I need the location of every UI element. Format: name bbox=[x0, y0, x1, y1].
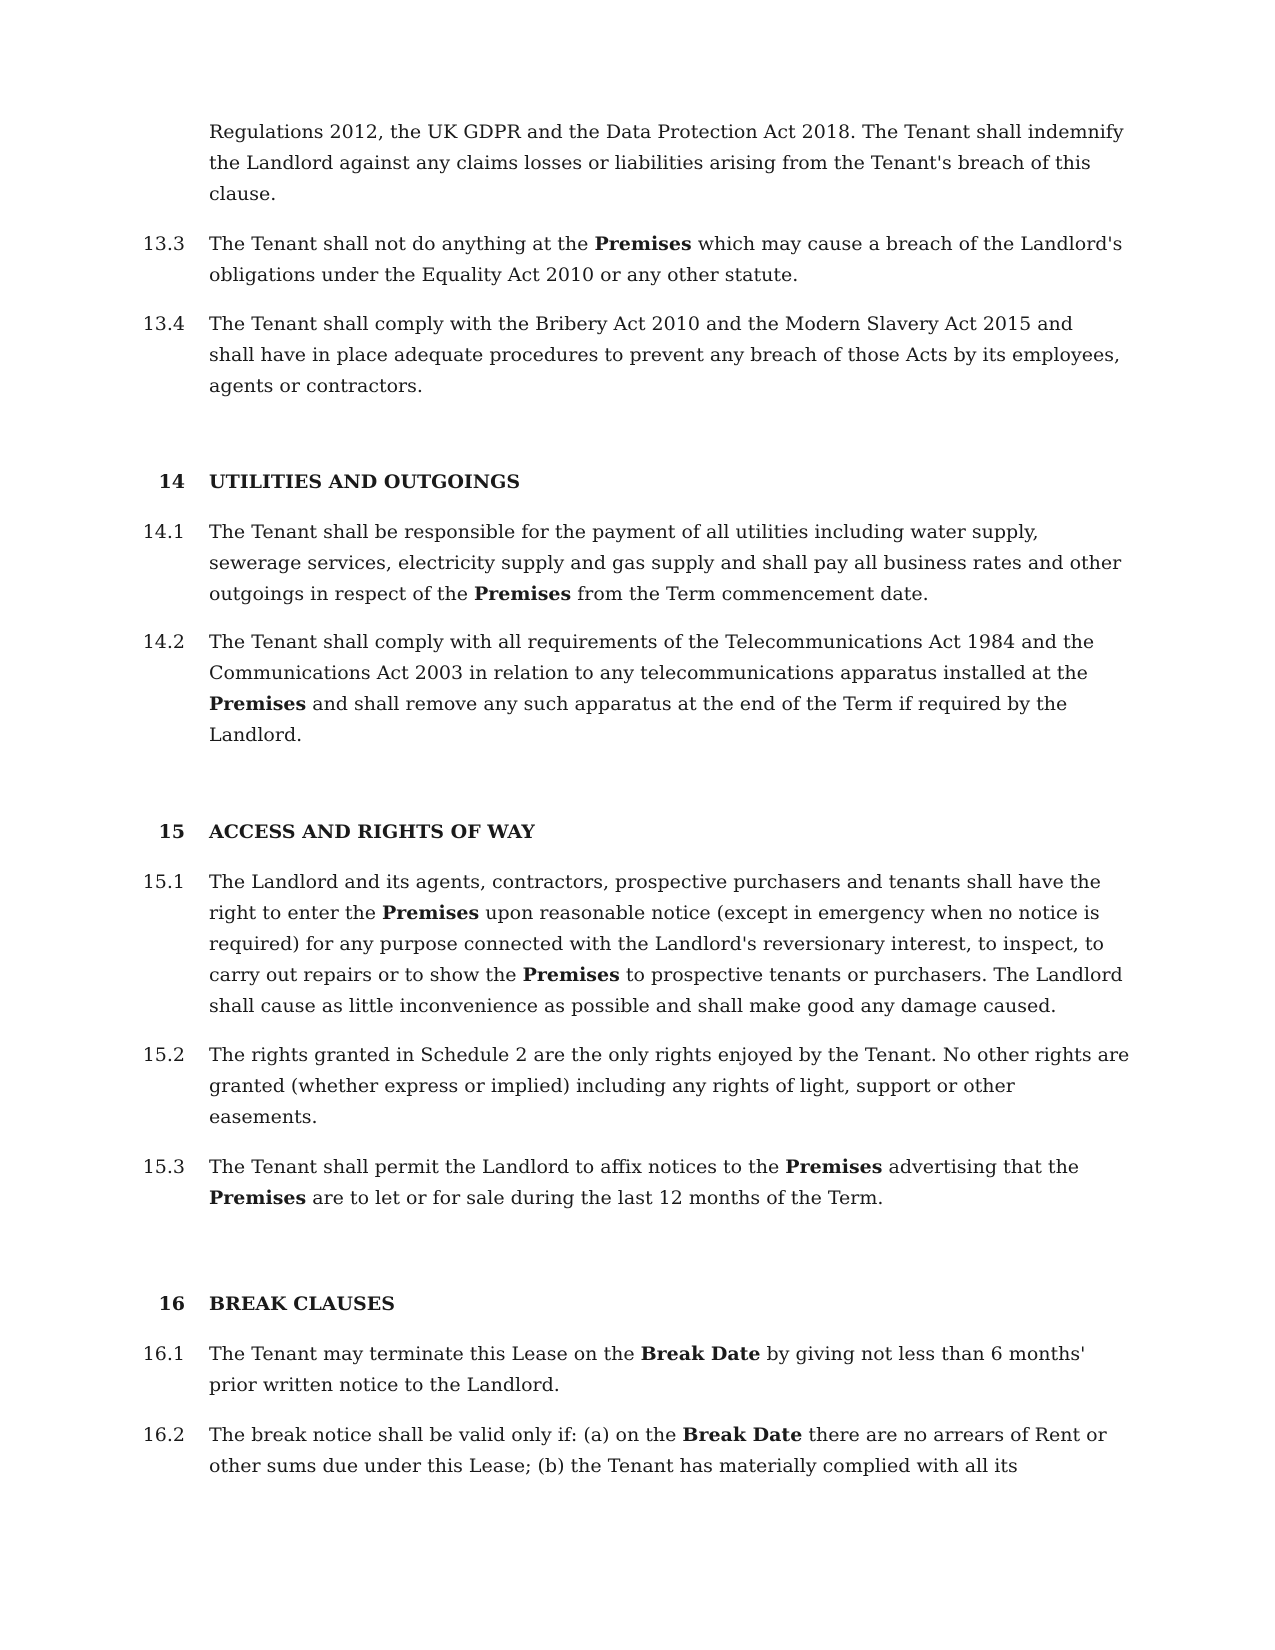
defined-term: Premises bbox=[522, 964, 620, 986]
text-run: advertising that the bbox=[882, 1156, 1080, 1178]
clause-number: 16.1 bbox=[142, 1343, 185, 1365]
text-run: The rights granted in Schedule 2 are the only rights enjoyed by the Tenant. No other rights are bbox=[209, 1044, 1130, 1066]
text-line bbox=[209, 148, 1139, 179]
text-line bbox=[209, 340, 1139, 371]
text-run: which may cause a breach of the Landlord's bbox=[691, 233, 1123, 255]
text-line bbox=[209, 1370, 1139, 1401]
text-line bbox=[209, 229, 1139, 260]
clause-text bbox=[209, 309, 1139, 402]
defined-term: Premises bbox=[474, 583, 572, 605]
text-run: prior written notice to the Landlord. bbox=[209, 1374, 560, 1396]
text-line bbox=[209, 689, 1139, 720]
text-run: Landlord. bbox=[209, 724, 303, 746]
text-run: The Tenant shall comply with the Bribery Act 2010 and the Modern Slavery Act 2015 and bbox=[209, 313, 1073, 335]
text-run: Regulations 2012, the UK GDPR and the Data Protection Act 2018. The Tenant shall indemnify bbox=[209, 121, 1124, 143]
text-run: The Tenant shall comply with all requirements of the Telecommunications Act 1984 and the bbox=[209, 631, 1095, 653]
text-run: upon reasonable notice (except in emergency when no notice is bbox=[479, 902, 1100, 924]
text-run: UTILITIES AND OUTGOINGS bbox=[209, 471, 521, 493]
text-line bbox=[209, 1071, 1139, 1102]
defined-term: Premises bbox=[382, 902, 480, 924]
defined-term: Premises bbox=[785, 1156, 883, 1178]
text-run: obligations under the Equality Act 2010 or any other statute. bbox=[209, 264, 799, 286]
text-run: The Tenant may terminate this Lease on the bbox=[209, 1343, 641, 1365]
clause-text bbox=[209, 117, 1139, 210]
clause-number: 15.2 bbox=[142, 1044, 185, 1066]
text-run: The break notice shall be valid only if: (a) on the bbox=[209, 1424, 683, 1446]
text-run: The Tenant shall not do anything at the bbox=[209, 233, 595, 255]
text-line bbox=[209, 627, 1139, 658]
text-line bbox=[209, 991, 1139, 1022]
clause-text bbox=[209, 1339, 1139, 1401]
text-line bbox=[209, 1102, 1139, 1133]
text-line bbox=[209, 720, 1139, 751]
text-run: the Landlord against any claims losses or liabilities arising from the Tenant's breach of this bbox=[209, 152, 1091, 174]
text-line bbox=[209, 179, 1139, 210]
text-run: sewerage services, electricity supply and gas supply and shall pay all business rates and other bbox=[209, 552, 1122, 574]
text-run: shall have in place adequate procedures to prevent any breach of those Acts by its employees, bbox=[209, 344, 1120, 366]
clause-text bbox=[209, 627, 1139, 751]
section-number: 14 bbox=[158, 471, 185, 493]
clause-text bbox=[209, 1152, 1139, 1214]
section-number: 16 bbox=[158, 1293, 185, 1315]
clause-text bbox=[209, 517, 1139, 610]
text-line bbox=[209, 1339, 1139, 1370]
text-run: ACCESS AND RIGHTS OF WAY bbox=[209, 821, 535, 843]
text-line bbox=[209, 867, 1139, 898]
clause-number: 16.2 bbox=[142, 1424, 185, 1446]
text-line bbox=[209, 467, 1139, 498]
text-run: to prospective tenants or purchasers. The Landlord bbox=[619, 964, 1123, 986]
text-line bbox=[209, 929, 1139, 960]
text-run: clause. bbox=[209, 183, 277, 205]
text-line bbox=[209, 1183, 1139, 1214]
clause-text bbox=[209, 229, 1139, 291]
defined-term: Premises bbox=[209, 693, 307, 715]
clause-text bbox=[209, 867, 1139, 1022]
text-run: The Tenant shall permit the Landlord to affix notices to the bbox=[209, 1156, 786, 1178]
text-line bbox=[209, 960, 1139, 991]
clause-text bbox=[209, 1040, 1139, 1133]
text-line bbox=[209, 1152, 1139, 1183]
text-line bbox=[209, 1451, 1139, 1482]
text-line bbox=[209, 658, 1139, 689]
text-line bbox=[209, 517, 1139, 548]
clause-number: 14.1 bbox=[142, 521, 185, 543]
text-run: easements. bbox=[209, 1106, 318, 1128]
text-run: by giving not less than 6 months' bbox=[760, 1343, 1086, 1365]
text-line bbox=[209, 548, 1139, 579]
clause-number: 13.4 bbox=[142, 313, 185, 335]
text-line bbox=[209, 898, 1139, 929]
text-run: there are no arrears of Rent or bbox=[802, 1424, 1107, 1446]
text-run: shall cause as little inconvenience as possible and shall make good any damage caused. bbox=[209, 995, 1057, 1017]
clause-text bbox=[209, 1420, 1139, 1482]
text-line bbox=[209, 309, 1139, 340]
clause-number: 13.3 bbox=[142, 233, 185, 255]
defined-term: Premises bbox=[209, 1187, 307, 1209]
text-run: carry out repairs or to show the bbox=[209, 964, 523, 986]
text-run: The Tenant shall be responsible for the payment of all utilities including water supply, bbox=[209, 521, 1039, 543]
section-title bbox=[209, 1289, 1139, 1320]
text-line bbox=[209, 117, 1139, 148]
defined-term: Break Date bbox=[640, 1343, 761, 1365]
text-run: granted (whether express or implied) including any rights of light, support or other bbox=[209, 1075, 1015, 1097]
section-number: 15 bbox=[158, 821, 185, 843]
text-line bbox=[209, 260, 1139, 291]
section-title bbox=[209, 817, 1139, 848]
clause-number: 15.1 bbox=[142, 871, 185, 893]
text-line bbox=[209, 371, 1139, 402]
text-line bbox=[209, 1420, 1139, 1451]
defined-term: Premises bbox=[594, 233, 692, 255]
text-run: BREAK CLAUSES bbox=[209, 1293, 395, 1315]
text-line bbox=[209, 1040, 1139, 1071]
text-run: from the Term commencement date. bbox=[571, 583, 929, 605]
text-run: are to let or for sale during the last 12 months of the Term. bbox=[306, 1187, 884, 1209]
text-run: and shall remove any such apparatus at the end of the Term if required by the bbox=[306, 693, 1068, 715]
section-title bbox=[209, 467, 1139, 498]
text-line bbox=[209, 579, 1139, 610]
clause-number: 14.2 bbox=[142, 631, 185, 653]
text-run: agents or contractors. bbox=[209, 375, 423, 397]
text-run: other sums due under this Lease; (b) the Tenant has materially complied with all its bbox=[209, 1455, 1018, 1477]
text-run: The Landlord and its agents, contractors, prospective purchasers and tenants shall have the bbox=[209, 871, 1101, 893]
defined-term: Break Date bbox=[682, 1424, 803, 1446]
text-line bbox=[209, 817, 1139, 848]
text-run: required) for any purpose connected with the Landlord's reversionary interest, to inspect, to bbox=[209, 933, 1104, 955]
text-run: right to enter the bbox=[209, 902, 382, 924]
clause-number: 15.3 bbox=[142, 1156, 185, 1178]
text-line bbox=[209, 1289, 1139, 1320]
text-run: outgoings in respect of the bbox=[209, 583, 474, 605]
text-run: Communications Act 2003 in relation to any telecommunications apparatus installed at the bbox=[209, 662, 1088, 684]
